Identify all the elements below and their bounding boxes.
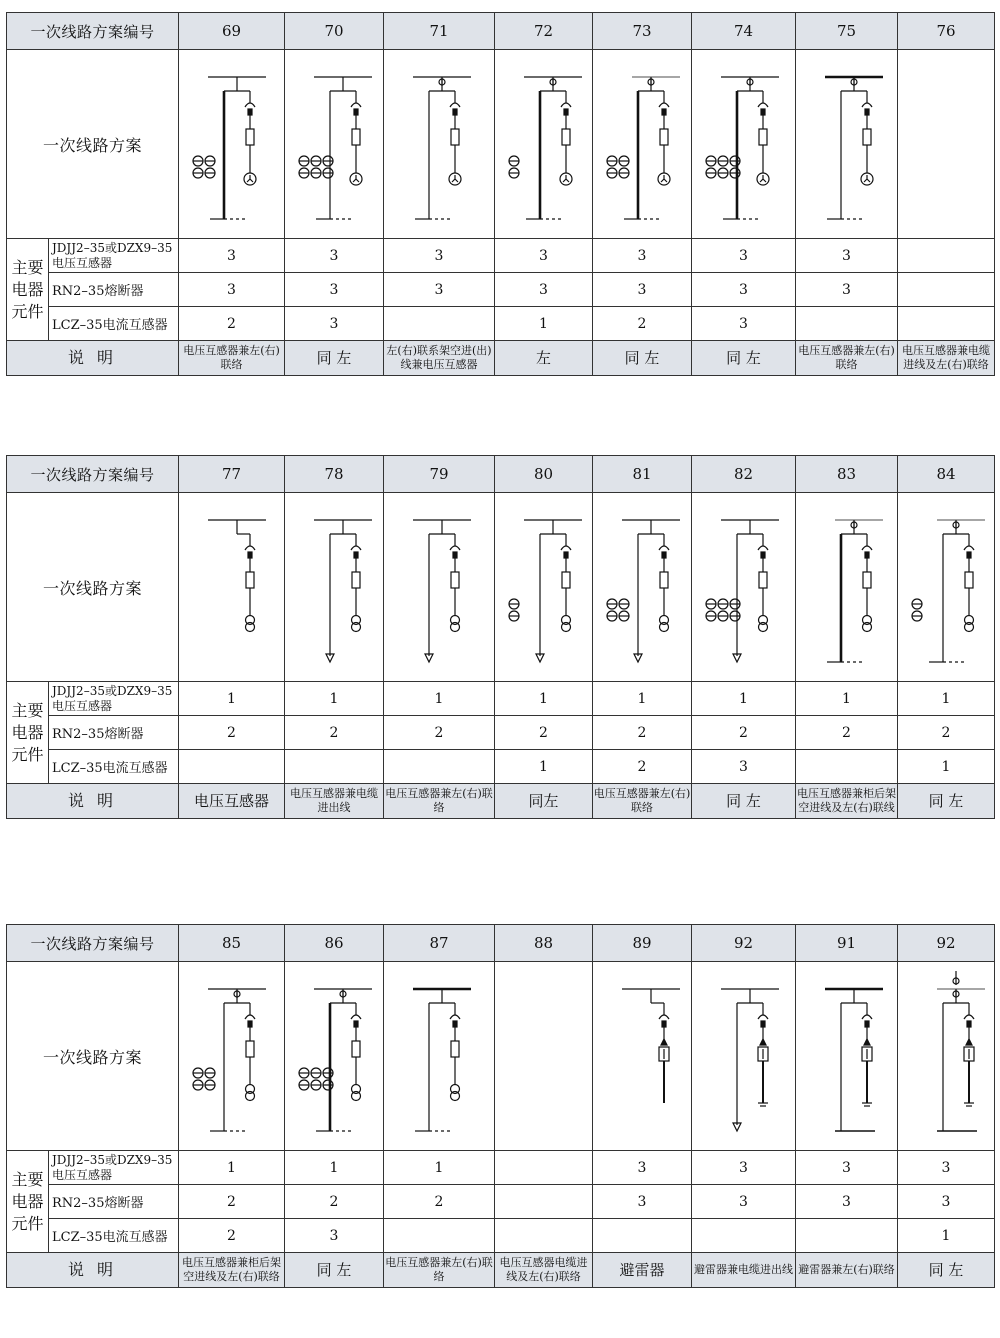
component-name: LCZ–35电流互感器	[49, 1219, 179, 1253]
component-count	[384, 1219, 495, 1253]
scheme-diagram-cell	[495, 962, 593, 1151]
component-count: 1	[593, 682, 692, 716]
component-count: 3	[179, 239, 285, 273]
component-count: 1	[898, 1219, 995, 1253]
component-name: RN2–35熔断器	[49, 273, 179, 307]
component-count: 3	[593, 1185, 692, 1219]
note-label: 说 明	[7, 784, 179, 819]
scheme-diagram	[693, 494, 795, 680]
component-count: 3	[898, 1185, 995, 1219]
component-count	[384, 750, 495, 784]
note-text: 同 左	[692, 784, 796, 819]
component-count	[898, 307, 995, 341]
scheme-diagram	[797, 963, 897, 1149]
scheme-number: 70	[285, 13, 384, 50]
scheme-label: 一次线路方案	[7, 493, 179, 682]
scheme-number: 84	[898, 456, 995, 493]
scheme-diagram-cell	[593, 962, 692, 1151]
scheme-number: 89	[593, 925, 692, 962]
scheme-diagram	[594, 494, 691, 680]
scheme-diagram-cell	[898, 962, 995, 1151]
scheme-number: 75	[796, 13, 898, 50]
component-count: 3	[692, 273, 796, 307]
component-count: 3	[593, 239, 692, 273]
note-text: 电压互感器兼柜后架空进线及左(右)联络	[179, 1253, 285, 1288]
scheme-number: 92	[692, 925, 796, 962]
scheme-diagram	[286, 494, 383, 680]
note-text: 电压互感器兼左(右)联络	[179, 341, 285, 376]
component-count: 3	[692, 239, 796, 273]
component-count	[495, 1219, 593, 1253]
scheme-diagram-cell	[179, 50, 285, 239]
note-text: 避雷器兼左(右)联络	[796, 1253, 898, 1288]
component-count	[796, 1219, 898, 1253]
component-count: 3	[796, 1151, 898, 1185]
note-text: 电压互感器电缆进线及左(右)联络	[495, 1253, 593, 1288]
note-text: 避雷器	[593, 1253, 692, 1288]
scheme-diagram	[180, 963, 284, 1149]
component-count: 1	[495, 750, 593, 784]
note-label: 说 明	[7, 1253, 179, 1288]
component-count: 3	[495, 239, 593, 273]
scheme-number: 86	[285, 925, 384, 962]
component-count: 1	[285, 1151, 384, 1185]
component-count: 3	[692, 307, 796, 341]
scheme-number: 71	[384, 13, 495, 50]
note-text: 同 左	[593, 341, 692, 376]
scheme-number: 77	[179, 456, 285, 493]
scheme-diagram-cell	[692, 493, 796, 682]
note-text: 同 左	[285, 341, 384, 376]
component-count: 1	[495, 307, 593, 341]
component-count	[796, 750, 898, 784]
scheme-diagram	[594, 963, 691, 1149]
scheme-number-label: 一次线路方案编号	[7, 925, 179, 962]
scheme-diagram-cell	[796, 493, 898, 682]
scheme-number: 91	[796, 925, 898, 962]
scheme-diagram	[385, 51, 494, 237]
scheme-diagram-cell	[285, 493, 384, 682]
note-text: 电压互感器兼柜后架空进线及左(右)联线	[796, 784, 898, 819]
scheme-label: 一次线路方案	[7, 50, 179, 239]
scheme-number: 80	[495, 456, 593, 493]
main-components-label: 主要电器元件	[7, 239, 49, 341]
scheme-diagram-cell	[384, 50, 495, 239]
component-count: 2	[593, 716, 692, 750]
component-count	[796, 307, 898, 341]
scheme-number: 79	[384, 456, 495, 493]
component-count: 2	[796, 716, 898, 750]
note-text: 电压互感器兼左(右)联络	[593, 784, 692, 819]
component-count: 2	[179, 307, 285, 341]
note-text: 同 左	[898, 784, 995, 819]
scheme-number-label: 一次线路方案编号	[7, 456, 179, 493]
component-count: 1	[898, 682, 995, 716]
component-count: 3	[285, 273, 384, 307]
scheme-diagram	[899, 494, 994, 680]
component-name: JDJJ2–35或DZX9–35电压互感器	[49, 1151, 179, 1185]
component-count: 3	[593, 273, 692, 307]
component-count	[384, 307, 495, 341]
scheme-number: 72	[495, 13, 593, 50]
scheme-number: 83	[796, 456, 898, 493]
component-count: 3	[179, 273, 285, 307]
component-count: 2	[179, 716, 285, 750]
component-count	[495, 1151, 593, 1185]
scheme-diagram-cell	[796, 50, 898, 239]
scheme-diagram-cell	[898, 50, 995, 239]
scheme-diagram-cell	[285, 962, 384, 1151]
component-count: 3	[593, 1151, 692, 1185]
component-count: 3	[692, 1151, 796, 1185]
component-count: 1	[384, 682, 495, 716]
scheme-number-label: 一次线路方案编号	[7, 13, 179, 50]
component-name: RN2–35熔断器	[49, 716, 179, 750]
note-text: 避雷器兼电缆进出线	[692, 1253, 796, 1288]
component-count: 3	[285, 1219, 384, 1253]
note-text: 电压互感器兼电缆进线及左(右)联络	[898, 341, 995, 376]
note-text: 左	[495, 341, 593, 376]
scheme-label: 一次线路方案	[7, 962, 179, 1151]
component-count	[898, 239, 995, 273]
component-count: 1	[384, 1151, 495, 1185]
component-count: 2	[179, 1185, 285, 1219]
scheme-diagram-cell	[384, 493, 495, 682]
note-text: 电压互感器兼左(右)联络	[384, 1253, 495, 1288]
component-count: 3	[692, 750, 796, 784]
component-count: 1	[796, 682, 898, 716]
scheme-diagram	[180, 494, 284, 680]
scheme-table	[6, 455, 995, 819]
scheme-diagram	[286, 963, 383, 1149]
scheme-diagram-cell	[495, 50, 593, 239]
scheme-diagram	[496, 963, 592, 1149]
scheme-diagram-cell	[285, 50, 384, 239]
scheme-number: 73	[593, 13, 692, 50]
scheme-diagram	[385, 494, 494, 680]
component-name: LCZ–35电流互感器	[49, 750, 179, 784]
note-text: 同 左	[285, 1253, 384, 1288]
component-name: RN2–35熔断器	[49, 1185, 179, 1219]
scheme-diagram-cell	[692, 962, 796, 1151]
scheme-diagram	[899, 51, 994, 237]
scheme-diagram-cell	[593, 493, 692, 682]
component-count: 2	[692, 716, 796, 750]
scheme-number: 78	[285, 456, 384, 493]
scheme-table	[6, 924, 995, 1288]
component-count: 3	[796, 273, 898, 307]
scheme-diagram	[797, 51, 897, 237]
component-count: 3	[692, 1185, 796, 1219]
component-count: 1	[692, 682, 796, 716]
component-count: 3	[384, 273, 495, 307]
component-count	[692, 1219, 796, 1253]
component-count: 3	[796, 239, 898, 273]
scheme-number: 82	[692, 456, 796, 493]
scheme-diagram	[797, 494, 897, 680]
component-count: 2	[593, 750, 692, 784]
scheme-diagram-cell	[692, 50, 796, 239]
component-count: 3	[285, 239, 384, 273]
scheme-number: 85	[179, 925, 285, 962]
scheme-diagram	[286, 51, 383, 237]
scheme-diagram-cell	[179, 962, 285, 1151]
component-count: 2	[593, 307, 692, 341]
note-text: 同左	[495, 784, 593, 819]
scheme-table	[6, 12, 995, 376]
component-count: 1	[495, 682, 593, 716]
scheme-diagram	[693, 963, 795, 1149]
component-count: 2	[285, 1185, 384, 1219]
scheme-diagram-cell	[898, 493, 995, 682]
scheme-diagram-cell	[384, 962, 495, 1151]
component-name: JDJJ2–35或DZX9–35电压互感器	[49, 239, 179, 273]
component-count: 2	[495, 716, 593, 750]
component-count: 3	[384, 239, 495, 273]
component-count	[495, 1185, 593, 1219]
scheme-number: 88	[495, 925, 593, 962]
scheme-diagram-cell	[495, 493, 593, 682]
component-count	[179, 750, 285, 784]
component-count: 2	[285, 716, 384, 750]
component-count	[593, 1219, 692, 1253]
note-text: 电压互感器兼左(右)联络	[796, 341, 898, 376]
scheme-diagram	[496, 51, 592, 237]
note-text: 同 左	[898, 1253, 995, 1288]
component-count: 3	[796, 1185, 898, 1219]
component-count: 2	[384, 1185, 495, 1219]
scheme-diagram	[693, 51, 795, 237]
component-count: 1	[898, 750, 995, 784]
scheme-diagram-cell	[593, 50, 692, 239]
scheme-diagram-cell	[179, 493, 285, 682]
component-count: 1	[179, 1151, 285, 1185]
note-label: 说 明	[7, 341, 179, 376]
scheme-diagram	[594, 51, 691, 237]
component-count: 2	[384, 716, 495, 750]
scheme-number: 87	[384, 925, 495, 962]
component-count	[285, 750, 384, 784]
scheme-number: 69	[179, 13, 285, 50]
note-text: 电压互感器兼电缆进出线	[285, 784, 384, 819]
note-text: 电压互感器	[179, 784, 285, 819]
main-components-label: 主要电器元件	[7, 1151, 49, 1253]
note-text: 左(右)联系架空进(出)线兼电压互感器	[384, 341, 495, 376]
scheme-number: 76	[898, 13, 995, 50]
component-count: 2	[179, 1219, 285, 1253]
component-count: 1	[285, 682, 384, 716]
scheme-diagram	[899, 963, 994, 1149]
main-components-label: 主要电器元件	[7, 682, 49, 784]
component-name: JDJJ2–35或DZX9–35电压互感器	[49, 682, 179, 716]
component-count: 3	[898, 1151, 995, 1185]
component-count: 3	[285, 307, 384, 341]
scheme-diagram	[385, 963, 494, 1149]
component-name: LCZ–35电流互感器	[49, 307, 179, 341]
scheme-diagram-cell	[796, 962, 898, 1151]
scheme-diagram	[496, 494, 592, 680]
component-count: 2	[898, 716, 995, 750]
component-count: 1	[179, 682, 285, 716]
note-text: 同 左	[692, 341, 796, 376]
note-text: 电压互感器兼左(右)联络	[384, 784, 495, 819]
component-count	[898, 273, 995, 307]
scheme-number: 92	[898, 925, 995, 962]
scheme-number: 74	[692, 13, 796, 50]
scheme-diagram	[180, 51, 284, 237]
component-count: 3	[495, 273, 593, 307]
scheme-number: 81	[593, 456, 692, 493]
